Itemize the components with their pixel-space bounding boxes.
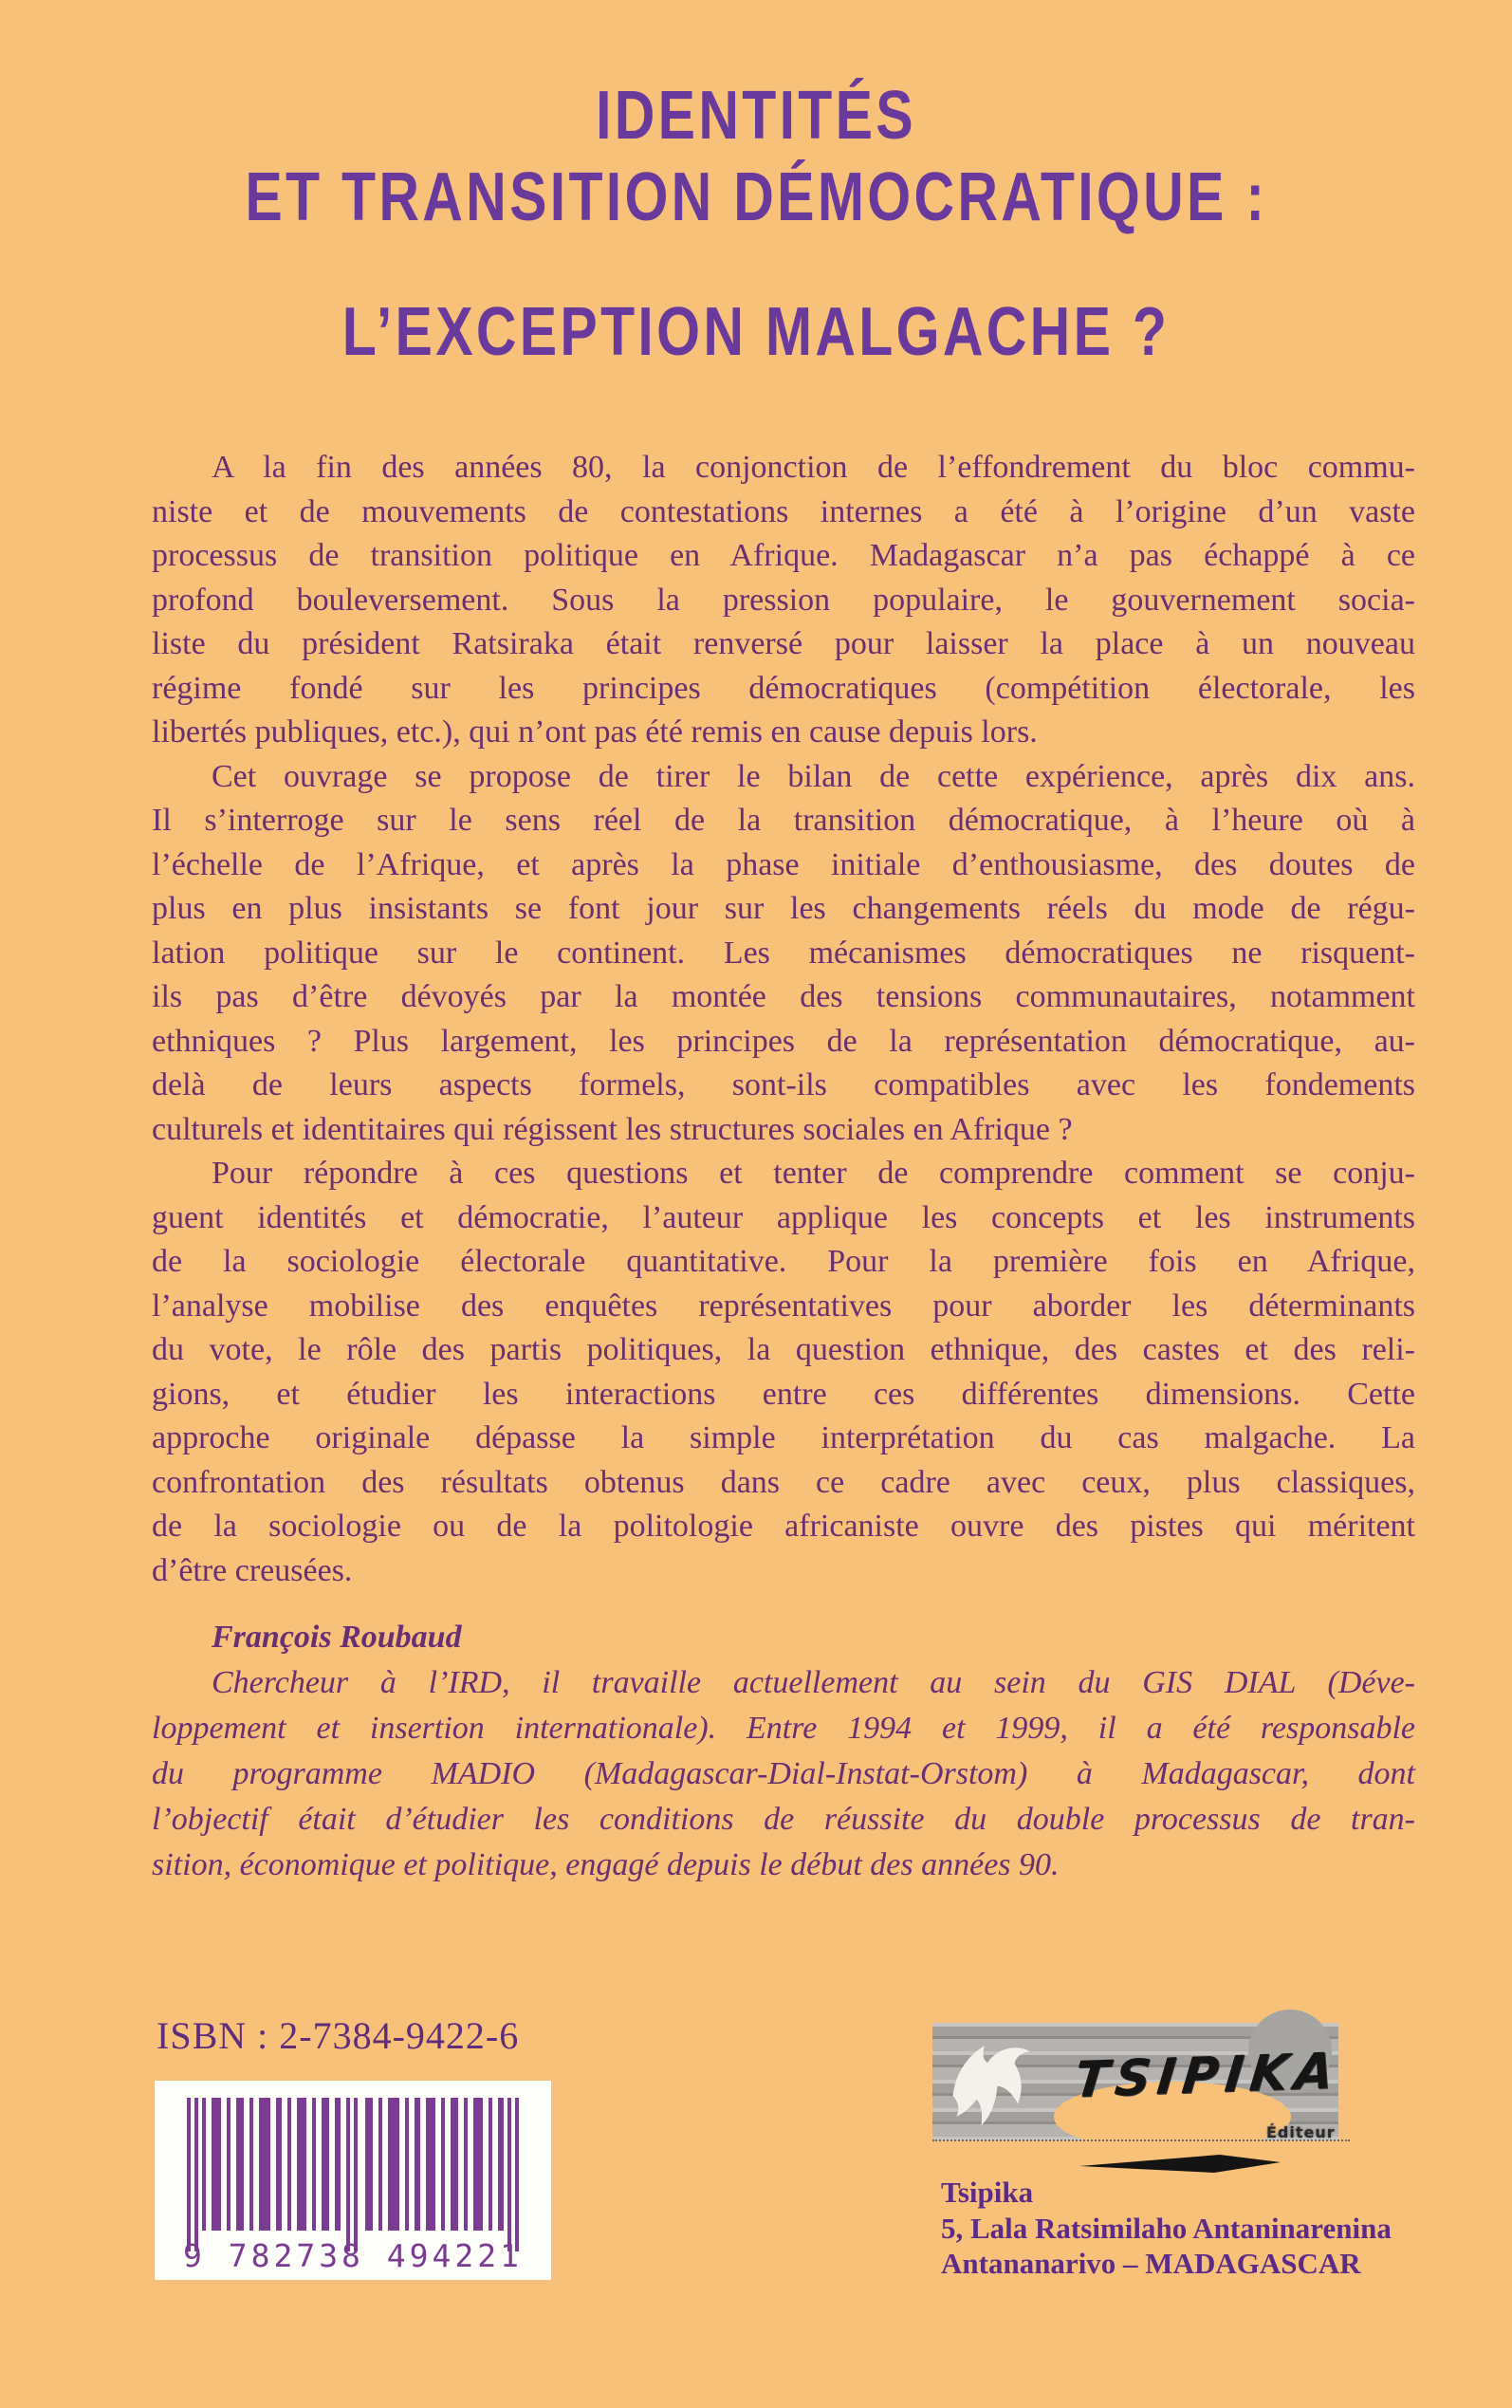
synopsis-line: libertés publiques, etc.), qui n’ont pas été remis en cause depuis lors. — [152, 714, 1038, 750]
synopsis-line: Cet ouvrage se propose de tirer le bilan de cette expérience, après dix ans. — [212, 758, 1415, 794]
author-bio-line: loppement et insertion internationale). Entre 1994 et 1999, il a été responsable — [152, 1711, 1415, 1746]
barcode-bars — [187, 2098, 519, 2253]
publisher-address-line1: 5, Lala Ratsimilaho Antaninarenina — [941, 2211, 1392, 2245]
synopsis-line: delà de leurs aspects formels, sont-ils compatibles avec les fondements — [152, 1067, 1415, 1102]
synopsis-line: niste et de mouvements de contestations internes a été à l’origine d’un vaste — [152, 493, 1415, 529]
synopsis-line: l’échelle de l’Afrique, et après la phase initiale d’enthousiasme, des doutes de — [152, 846, 1415, 882]
book-title-text-1: IDENTITÉS — [596, 78, 916, 154]
synopsis — [152, 446, 1415, 1593]
book-title-line-1 — [0, 78, 1512, 154]
book-subtitle-line — [0, 294, 1512, 370]
synopsis-line: ethniques ? Plus largement, les principes de la représentation démocratique, au- — [152, 1023, 1415, 1059]
synopsis-line: de la sociologie électorale quantitative. Pour la première fois en Afrique, — [152, 1244, 1415, 1279]
synopsis-line: A la fin des années 80, la conjonction de l’effondrement du bloc commu- — [212, 450, 1415, 485]
publisher-address — [941, 2175, 1392, 2282]
logo-tagline: Éditeur — [1266, 2123, 1336, 2141]
synopsis-line: profond bouleversement. Sous la pression populaire, le gouvernement socia- — [152, 582, 1415, 618]
author-bio-line: du programme MADIO (Madagascar-Dial-Instat-Orstom) à Madagascar, dont — [152, 1756, 1415, 1791]
synopsis-line: Il s’interroge sur le sens réel de la transition démocratique, à l’heure où à — [152, 803, 1415, 838]
publisher-address-line2: Antananarivo – MADAGASCAR — [941, 2247, 1361, 2280]
logo-brand-text: TSIPIKA — [1071, 2042, 1343, 2110]
synopsis-paragraph-3 — [152, 1152, 1415, 1593]
synopsis-line: Pour répondre à ces questions et tenter de comprendre comment se conju- — [212, 1156, 1415, 1191]
synopsis-paragraph-2 — [152, 755, 1415, 1153]
author-bio-line: sition, économique et politique, engagé depuis le début des années 90. — [152, 1847, 1060, 1882]
author-section — [152, 1615, 1415, 1888]
barcode — [155, 2081, 551, 2280]
synopsis-line: approche originale dépasse la simple interprétation du cas malgache. La — [152, 1420, 1415, 1455]
synopsis-line: lation politique sur le continent. Les mécanismes démocratiques ne risquent- — [152, 935, 1415, 971]
publisher-logo — [932, 2010, 1352, 2182]
synopsis-line: liste du président Ratsiraka était renversé pour laisser la place à un nouveau — [152, 626, 1415, 661]
logo-swoosh-icon — [1079, 2152, 1282, 2176]
author-bio — [152, 1660, 1415, 1888]
synopsis-line: plus en plus insistants se font jour sur les changements réels du mode de régu- — [152, 891, 1415, 926]
synopsis-line: l’analyse mobilise des enquêtes représentatives pour aborder les déterminants — [152, 1287, 1415, 1324]
dolphin-icon — [944, 2027, 1060, 2140]
book-title-text-2: ET TRANSITION DÉMOCRATIQUE : — [245, 159, 1267, 235]
synopsis-line: régime fondé sur les principes démocratiques (compétition électorale, les — [152, 670, 1415, 706]
isbn-label: ISBN : 2-7384-9422-6 — [157, 2014, 520, 2057]
book-title-line-2 — [0, 159, 1512, 235]
synopsis-line: gions, et étudier les interactions entre ces différentes dimensions. Cette — [152, 1376, 1415, 1412]
synopsis-line: culturels et identitaires qui régissent les structures sociales en Afrique ? — [152, 1111, 1073, 1147]
publisher-name: Tsipika — [941, 2176, 1034, 2209]
synopsis-line: ils pas d’être dévoyés par la montée des tensions communautaires, notamment — [152, 979, 1415, 1014]
author-bio-line: l’objectif était d’étudier les conditions de réussite du double processus de tran- — [152, 1802, 1415, 1837]
author-bio-line: Chercheur à l’IRD, il travaille actuellement au sein du GIS DIAL (Déve- — [212, 1665, 1415, 1700]
synopsis-line: du vote, le rôle des partis politiques, la question ethnique, des castes et des reli- — [152, 1332, 1415, 1367]
synopsis-line: guent identités et démocratie, l’auteur applique les concepts et les instruments — [152, 1199, 1415, 1235]
book-subtitle-text: L’EXCEPTION MALGACHE ? — [341, 294, 1171, 370]
synopsis-line: d’être creusées. — [152, 1552, 353, 1588]
synopsis-paragraph-1 — [152, 446, 1415, 755]
logo-divider — [932, 2139, 1350, 2141]
synopsis-line: confrontation des résultats obtenus dans ce cadre avec ceux, plus classiques, — [152, 1464, 1415, 1500]
author-name: François Roubaud — [212, 1620, 462, 1655]
barcode-digits: 9 782738 494221 — [182, 2237, 523, 2274]
synopsis-line: processus de transition politique en Afrique. Madagascar n’a pas échappé à ce — [152, 538, 1415, 573]
synopsis-line: de la sociologie ou de la politologie africaniste ouvre des pistes qui méritent — [152, 1509, 1415, 1544]
